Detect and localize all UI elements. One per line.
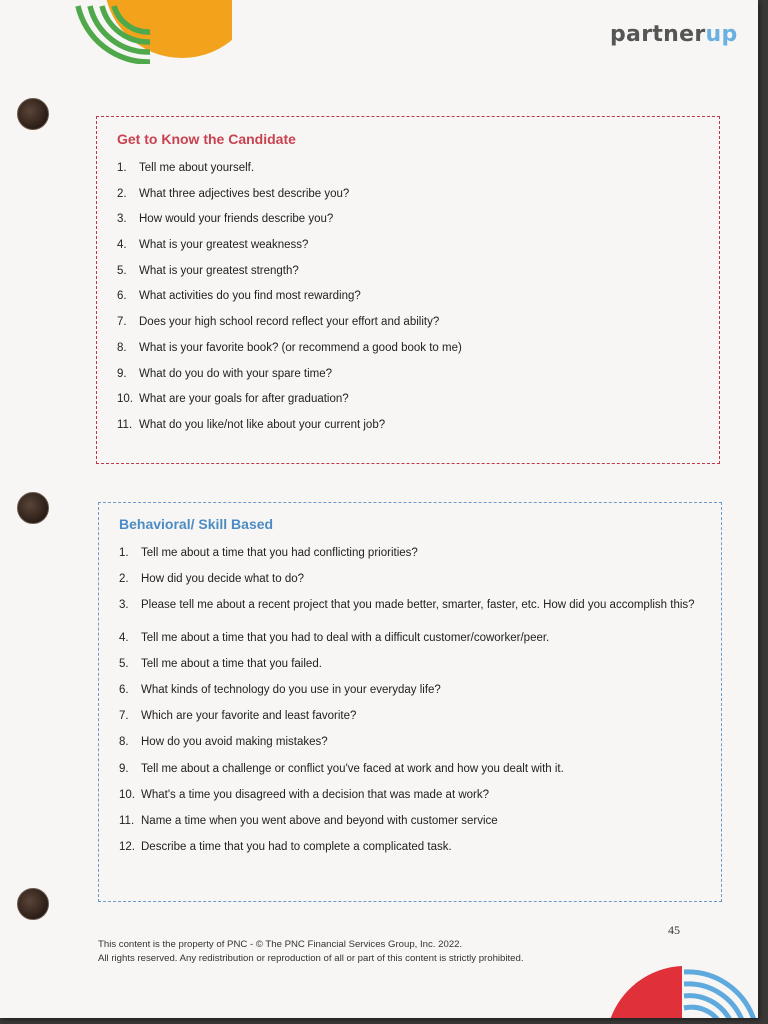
question-item [119,840,699,854]
question-text: What is your greatest strength? [139,264,299,277]
question-text: What's a time you disagreed with a decision that was made at work? [141,788,490,801]
question-number: 9. [117,367,127,380]
question-number: 3. [117,213,127,226]
question-item [117,161,699,175]
section-title: Behavioral/ Skill Based [119,516,274,532]
question-number: 2. [117,187,127,200]
question-text: How did you decide what to do? [141,573,305,586]
question-number: 11. [119,814,135,827]
question-item [117,187,699,201]
question-number: 4. [117,239,127,252]
binder-hole [17,888,49,920]
question-number: 4. [119,631,129,644]
question-number: 8. [119,736,129,749]
question-item [117,392,699,406]
question-item [119,657,699,671]
question-item [117,341,699,355]
binder-hole [17,98,49,130]
question-text: Tell me about a time that you had to deal with a difficult customer/coworker/peer. [141,631,550,644]
question-text: Name a time when you went above and beyond with customer service [141,814,498,827]
question-text: What three adjectives best describe you? [139,187,350,200]
question-text: What kinds of technology do you use in your everyday life? [141,683,441,696]
question-item [117,212,699,226]
question-item [119,788,699,802]
question-text: What do you like/not like about your current job? [139,418,386,431]
question-number: 5. [119,657,129,670]
question-item [119,709,699,723]
question-item [119,572,699,586]
question-text: Please tell me about a recent project that you made better, smarter, faster, etc. How did you accomplish this? [141,599,695,612]
question-item [117,367,699,381]
question-item [117,418,699,432]
copyright-footer [98,938,524,966]
question-number: 5. [117,264,127,277]
question-text: How would your friends describe you? [139,213,334,226]
brand-arcs-top-decoration [72,0,232,64]
question-list [119,546,699,854]
binder-hole [17,492,49,524]
question-number: 9. [119,762,129,775]
footer-line: All rights reserved. Any redistribution or reproduction of all or part of this content is strictly prohibited. [98,953,524,964]
question-number: 6. [119,683,129,696]
question-text: What is your favorite book? (or recommend a good book to me) [139,341,462,354]
question-number: 10. [117,393,133,406]
question-number: 11. [117,418,133,431]
question-item [119,814,699,828]
footer-line: This content is the property of PNC - © The PNC Financial Services Group, Inc. 2022. [98,939,463,950]
question-item [119,762,699,776]
question-number: 10. [119,788,135,801]
question-text: What activities do you find most rewarding? [139,290,361,303]
question-number: 6. [117,290,127,303]
question-text: Tell me about yourself. [139,162,255,174]
question-text: Does your high school record reflect your effort and ability? [139,316,440,329]
question-number: 1. [117,162,127,174]
question-text: Which are your favorite and least favorite? [141,710,357,723]
question-list [117,161,699,432]
question-text: What is your greatest weakness? [139,239,309,252]
question-number: 7. [119,710,129,723]
question-text: Tell me about a time that you had conflicting priorities? [141,547,418,559]
question-item [117,289,699,303]
question-item [119,546,699,560]
question-item [117,264,699,278]
question-item [119,683,699,697]
question-number: 12. [119,841,135,854]
section-title: Get to Know the Candidate [117,131,296,147]
question-number: 2. [119,573,129,586]
question-text: How do you avoid making mistakes? [141,736,328,749]
question-number: 3. [119,599,129,612]
question-number: 8. [117,341,127,354]
question-text: What are your goals for after graduation? [139,393,349,406]
question-item [119,598,699,618]
section-behavioral [98,502,722,902]
question-text: Describe a time that you had to complete a complicated task. [141,841,452,854]
section-get-to-know [96,116,720,464]
question-text: Tell me about a challenge or conflict you've faced at work and how you dealt with it. [141,762,564,775]
page-number: 45 [668,923,680,937]
partnerup-logo: partnerup [610,22,738,47]
question-item [117,238,699,252]
question-text: What do you do with your spare time? [139,367,333,380]
question-text: Tell me about a time that you failed. [141,657,322,670]
question-number: 7. [117,316,127,329]
question-item [119,735,699,749]
brand-arcs-bottom-decoration [610,958,758,1018]
question-number: 1. [119,547,129,559]
question-item [119,631,699,645]
question-item [117,315,699,329]
